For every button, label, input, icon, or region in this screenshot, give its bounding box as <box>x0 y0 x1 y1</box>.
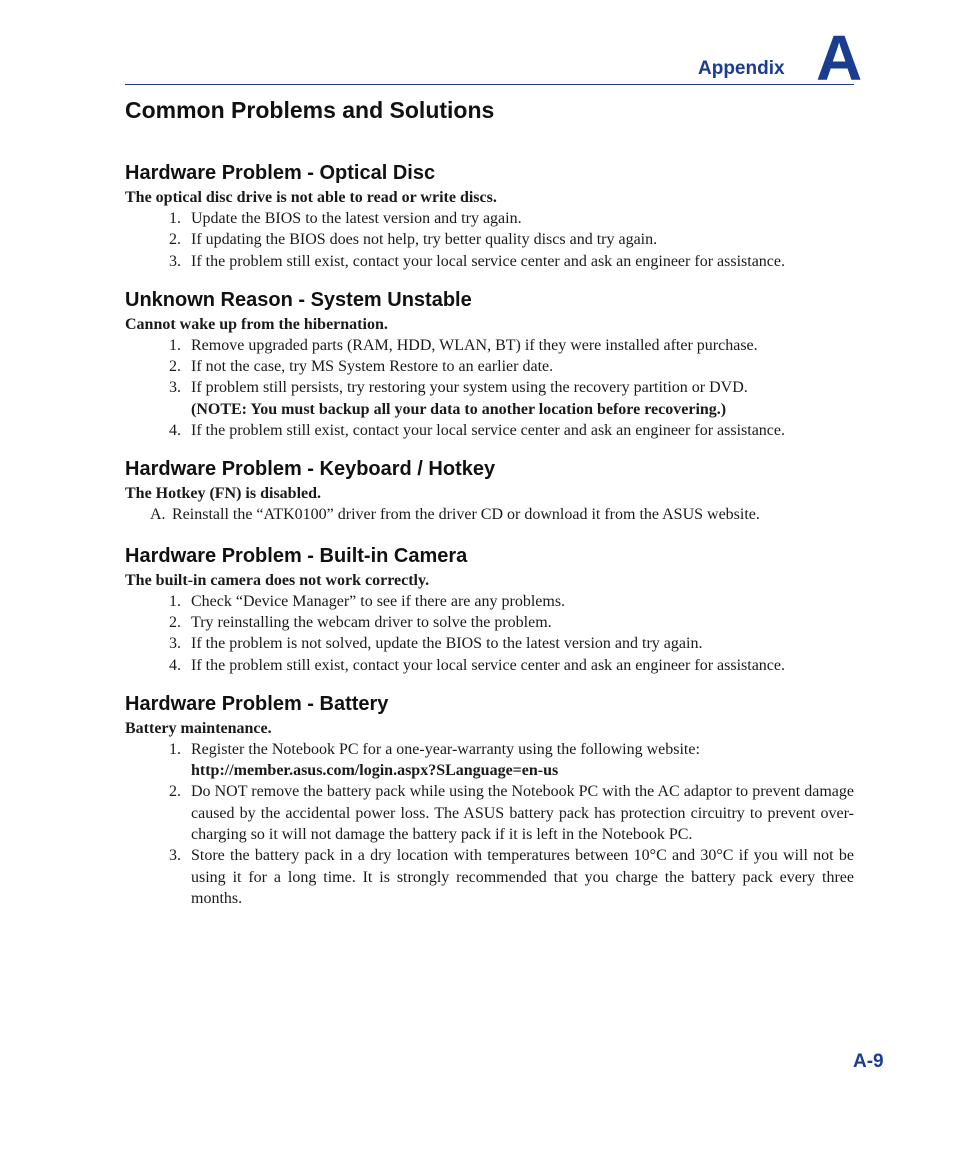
item-text: Reinstall the “ATK0100” driver from the driver CD or download it from the ASUS website. <box>172 506 760 524</box>
section-heading: Hardware Problem - Keyboard / Hotkey <box>125 458 496 481</box>
list-item <box>125 845 854 909</box>
list-item <box>125 208 854 229</box>
list-item <box>125 612 854 633</box>
list-item <box>125 739 854 782</box>
item-text: Check “Device Manager” to see if there are any problems. <box>191 592 566 610</box>
section-heading: Hardware Problem - Optical Disc <box>125 162 436 184</box>
item-number: 1. <box>169 336 181 354</box>
section-system-unstable <box>125 286 854 441</box>
item-number: 3. <box>169 252 181 270</box>
item-text: Try reinstalling the webcam driver to solve the problem. <box>191 613 552 631</box>
item-number: 2. <box>169 231 181 249</box>
item-number: 1. <box>169 210 181 227</box>
item-number: 1. <box>169 592 181 610</box>
item-text: If the problem is not solved, update the BIOS to the latest version and try again. <box>191 635 703 653</box>
page-content <box>125 159 854 909</box>
section-heading: Unknown Reason - System Unstable <box>125 288 472 311</box>
item-number: 4. <box>169 656 181 674</box>
item-number: 2. <box>169 613 181 631</box>
backup-note: (NOTE: You must backup all your data to another location before recovering.) <box>191 400 727 418</box>
solution-list <box>125 591 854 676</box>
list-item <box>125 781 854 845</box>
item-text: If problem still persists, try restoring your system using the recovery partition or DVD. <box>191 379 748 397</box>
item-text: If the problem still exist, contact your local service center and ask an engineer for assistance. <box>191 422 785 440</box>
item-text: Update the BIOS to the latest version and try again. <box>191 210 522 227</box>
item-text: If not the case, try MS System Restore to an earlier date. <box>191 358 554 376</box>
list-item <box>125 377 854 420</box>
section-heading: Hardware Problem - Built-in Camera <box>125 544 468 567</box>
item-text: If the problem still exist, contact your local service center and ask an engineer for assistance. <box>191 656 785 674</box>
solution-list <box>125 739 854 909</box>
page-title: Common Problems and Solutions <box>125 97 495 123</box>
list-item <box>125 633 854 654</box>
list-item <box>125 420 854 441</box>
section-optical-disc <box>125 159 854 272</box>
section-battery <box>125 690 854 909</box>
item-number: 4. <box>169 422 181 440</box>
appendix-letter: A <box>816 22 863 94</box>
problem-statement: Battery maintenance. <box>125 719 272 737</box>
item-number: 3. <box>169 847 181 865</box>
list-item <box>125 356 854 377</box>
solution-list <box>125 208 854 272</box>
list-item <box>125 655 854 676</box>
item-text: Register the Notebook PC for a one-year-warranty using the following website: <box>191 740 700 758</box>
problem-statement: The optical disc drive is not able to read or write discs. <box>125 189 497 206</box>
item-text: If the problem still exist, contact your local service center and ask an engineer for assistance. <box>191 252 785 270</box>
appendix-label: Appendix <box>698 58 785 79</box>
page-number: A-9 <box>853 1051 884 1072</box>
header-divider <box>125 84 854 85</box>
item-number: 2. <box>169 783 181 801</box>
item-text: Store the battery pack in a dry location with temperatures between 10°C and 30°C if you will not be using it for a long time. It is strongly recommended that you charge the battery pack every three months. <box>191 847 854 907</box>
registration-url: http://member.asus.com/login.aspx?SLanguage=en-us <box>191 762 559 780</box>
item-text: If updating the BIOS does not help, try better quality discs and try again. <box>191 231 658 249</box>
section-built-in-camera <box>125 542 854 676</box>
problem-statement: Cannot wake up from the hibernation. <box>125 315 388 333</box>
item-number: 3. <box>169 379 181 397</box>
solution-list <box>125 504 854 525</box>
list-item <box>125 335 854 356</box>
list-item <box>125 591 854 612</box>
solution-list <box>125 335 854 441</box>
item-number: 3. <box>169 635 181 653</box>
section-keyboard-hotkey <box>125 455 854 525</box>
list-item <box>125 251 854 272</box>
item-number: 2. <box>169 358 181 376</box>
item-text: Do NOT remove the battery pack while using the Notebook PC with the AC adaptor to prevent damage caused by the accidental power loss. The ASUS battery pack has protection circuitry to prevent over-charging so it will not damage the battery pack if it is left in the Notebook PC. <box>191 783 854 844</box>
section-heading: Hardware Problem - Battery <box>125 692 389 715</box>
problem-statement: The built-in camera does not work correctly. <box>125 571 430 589</box>
item-number: 1. <box>169 740 181 758</box>
list-item <box>125 229 854 250</box>
item-number: A. <box>150 506 166 524</box>
item-text: Remove upgraded parts (RAM, HDD, WLAN, BT) if they were installed after purchase. <box>191 336 758 354</box>
list-item <box>125 504 854 525</box>
problem-statement: The Hotkey (FN) is disabled. <box>125 485 322 503</box>
